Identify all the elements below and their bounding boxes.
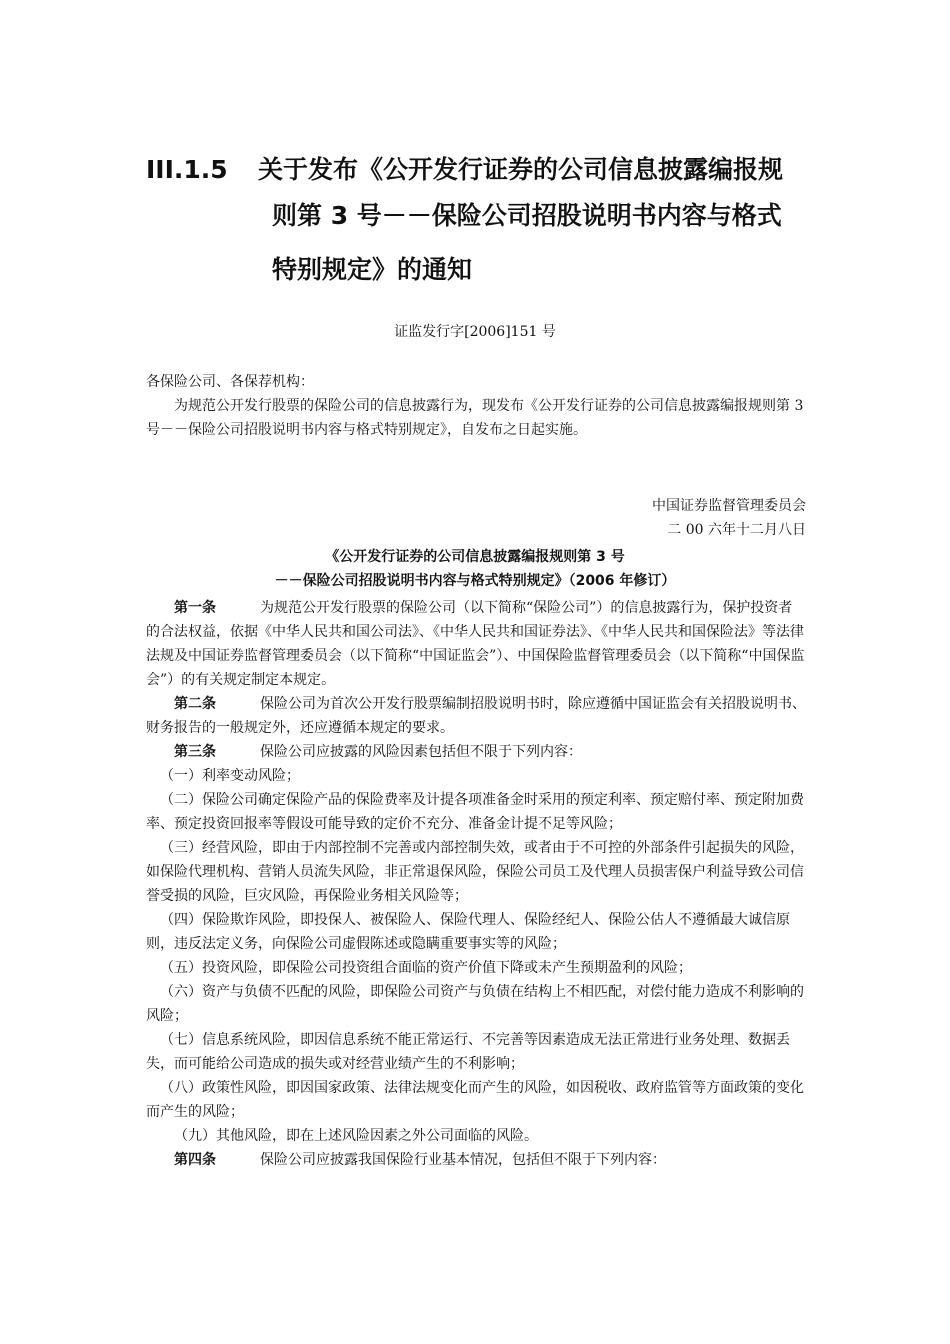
risk-item: （九）其他风险，即在上述风险因素之外公司面临的风险。 xyxy=(174,1128,538,1144)
risk-item: （二）保险公司确定保险产品的保险费率及计提各项准备金时采用的预定利率、预定赔付率、预定附加费率、预定投资回报率等假设可能导致的定价不充分、准备金计提不足等风险； xyxy=(146,792,804,832)
title-text-1: 关于发布《公开发行证券的公司信息披露编报规 xyxy=(258,155,784,184)
signature-date: 二 00 六年十二月八日 xyxy=(667,522,806,538)
risk-item: （七）信息系统风险，即因信息系统不能正常运行、不完善等因素造成无法正常进行业务处理、数据丢失，而可能给公司造成的损失或对经营业绩产生的不利影响； xyxy=(146,1032,790,1072)
article-4 xyxy=(146,1148,806,1172)
intro-text: 为规范公开发行股票的保险公司的信息披露行为，现发布《公开发行证券的公司信息披露编报规则第 3 号－－保险公司招股说明书内容与格式特别规定》，自发布之日起实施。 xyxy=(146,398,804,438)
article-2 xyxy=(146,692,806,740)
risk-item: （三）经营风险，即由于内部控制不完善或内部控制失效，或者由于不可控的外部条件引起损失的风险，如保险代理机构、营销人员流失风险，非正常退保风险，保险公司员工及代理人员损害保户利益导致公司信誉受损的风险，巨灾风险，再保险业务相关风险等； xyxy=(146,840,804,904)
document-number: 证监发行字[2006]151 号 xyxy=(394,324,556,340)
article-label: 第四条 xyxy=(174,1152,216,1168)
article-label: 第三条 xyxy=(174,744,216,760)
rules-title-line-1: 《公开发行证券的公司信息披露编报规则第 3 号 xyxy=(325,549,625,565)
article-text: 保险公司应披露我国保险行业基本情况，包括但不限于下列内容： xyxy=(260,1152,666,1168)
rules-title-line-2: －－保险公司招股说明书内容与格式特别规定》（2006 年修订） xyxy=(274,573,676,589)
document-title-line-3: 特别规定》的通知 xyxy=(272,255,473,284)
risk-item: （一）利率变动风险； xyxy=(160,768,300,784)
document-title-line-2: 则第 3 号－－保险公司招股说明书内容与格式 xyxy=(272,201,782,230)
article-text: 为规范公开发行股票的保险公司（以下简称“保险公司”）的信息披露行为，保护投资者的合法权益，依据《中华人民共和国公司法》、《中华人民共和国证券法》、《中华人民共和国保险法》等法律法规及中国证券监督管理委员会（以下简称“中国证监会”）、中国保险监督管理委员会（以下简称“中国保监会”）的有关规定制定本规定。 xyxy=(146,600,805,688)
section-number: III.1.5 xyxy=(146,155,228,184)
article-label: 第一条 xyxy=(174,600,216,616)
article-1 xyxy=(146,596,806,692)
risk-item: （六）资产与负债不匹配的风险，即保险公司资产与负债在结构上不相匹配，对偿付能力造成不利影响的风险； xyxy=(146,984,804,1024)
article-3 xyxy=(146,740,806,764)
risk-item: （四）保险欺诈风险，即投保人、被保险人、保险代理人、保险经纪人、保险公估人不遵循最大诚信原则，违反法定义务，向保险公司虚假陈述或隐瞒重要事实等的风险； xyxy=(146,912,790,952)
article-text: 保险公司应披露的风险因素包括但不限于下列内容： xyxy=(260,744,582,760)
intro-paragraph xyxy=(146,394,806,442)
risk-item: （八）政策性风险，即因国家政策、法律法规变化而产生的风险，如因税收、政府监管等方面政策的变化而产生的风险； xyxy=(146,1080,804,1120)
addressee: 各保险公司、各保荐机构： xyxy=(146,374,314,390)
signature-org: 中国证券监督管理委员会 xyxy=(652,498,806,514)
document-title-line-1 xyxy=(146,155,783,185)
articles-section xyxy=(146,596,806,1172)
article-text: 保险公司为首次公开发行股票编制招股说明书时，除应遵循中国证监会有关招股说明书、财务报告的一般规定外，还应遵循本规定的要求。 xyxy=(146,696,806,736)
risk-item: （五）投资风险，即保险公司投资组合面临的资产价值下降或未产生预期盈利的风险； xyxy=(160,960,692,976)
article-label: 第二条 xyxy=(174,696,216,712)
